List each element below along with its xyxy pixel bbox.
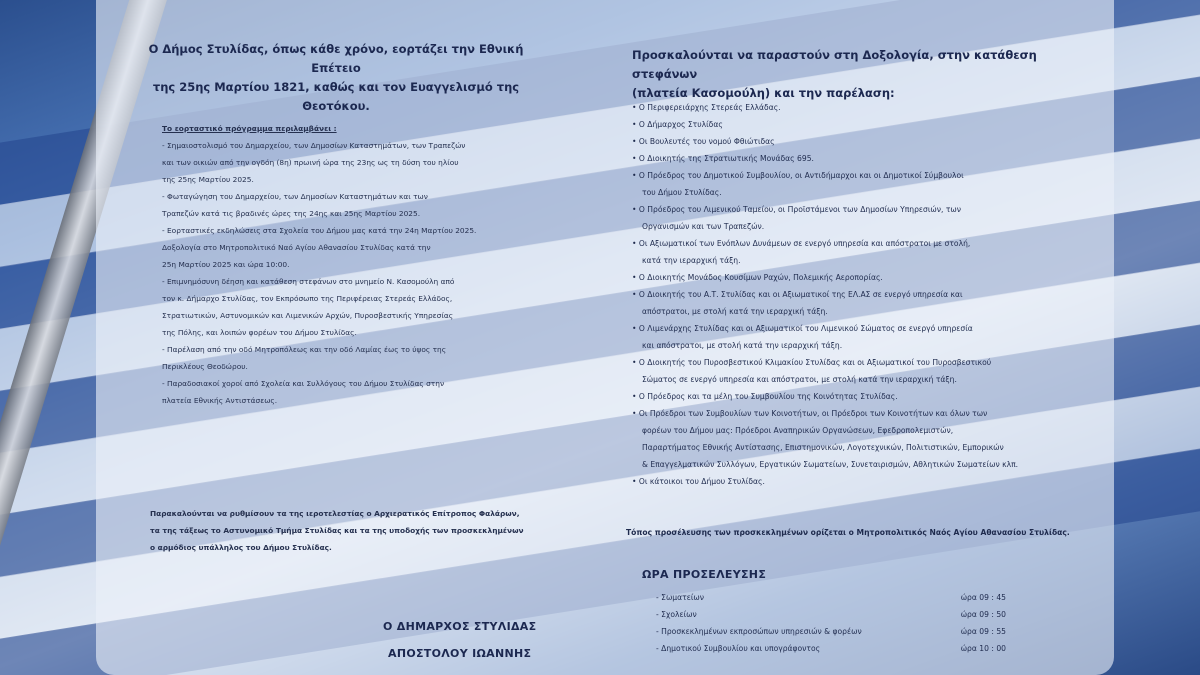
- program-line: Στρατιωτικών, Αστυνομικών και Λιμενικών Αρχών, Πυροσβεστικής Υπηρεσίας: [162, 311, 454, 320]
- note-line: Παρακαλούνται να ρυθμίσουν τα της ιεροτελεστίας ο Αρχιερατικός Επίτροπος Φαλάρων,: [150, 509, 520, 518]
- venue-note: Τόπος προσέλευσης των προσκεκλημένων ορίζεται ο Μητροπολιτικός Ναός Αγίου Αθανασίου Στυλίδας.: [626, 528, 1070, 537]
- invitee-line: κατά την ιεραρχική τάξη.: [642, 256, 741, 265]
- invitee-line: & Επαγγελματικών Συλλόγων, Εργατικών Σωματείων, Συνεταιρισμών, Αθλητικών Σωματείων κλπ.: [642, 460, 1019, 469]
- invitee-line: • Οι κάτοικοι του Δήμου Στυλίδας.: [632, 477, 765, 486]
- arrival-title: ΩΡΑ ΠΡΟΣΕΛΕΥΣΗΣ: [642, 568, 767, 581]
- invitee-line: • Ο Λιμενάρχης Στυλίδας και οι Αξιωματικοί του Λιμενικού Σώματος σε ενεργό υπηρεσία: [632, 324, 973, 333]
- invitee-line: • Ο Διοικητής του Πυροσβεστικού Κλιμακίου Στυλίδας και οι Αξιωματικοί του Πυροσβεστικού: [632, 358, 992, 367]
- arrival-table: [656, 589, 1006, 657]
- program-line: - Εορταστικές εκδηλώσεις στα Σχολεία του Δήμου μας κατά την 24η Μαρτίου 2025.: [162, 226, 477, 235]
- program-line: Δοξολογία στο Μητροπολιτικό Ναό Αγίου Αθανασίου Στυλίδας κατά την: [162, 243, 431, 252]
- right-intro-line: Προσκαλούνται να παραστούν στη Δοξολογία, στην κατάθεση στεφάνων: [632, 48, 1037, 81]
- program-section: [162, 120, 542, 409]
- program-line: - Σημαιοστολισμό του Δημαρχείου, των Δημοσίων Καταστημάτων, των Τραπεζών: [162, 141, 466, 150]
- arrival-row: [656, 589, 1006, 606]
- invitee-line: και απόστρατοι, με στολή κατά την ιεραρχική τάξη.: [642, 341, 843, 350]
- arrival-time: ώρα 09 : 45: [960, 593, 1006, 602]
- invitee-line: • Ο Δήμαρχος Στυλίδας: [632, 120, 723, 129]
- announcement-panel: [96, 0, 1114, 675]
- invitee-line: • Οι Βουλευτές του νομού Φθιώτιδας: [632, 137, 775, 146]
- arrival-time: ώρα 10 : 00: [960, 644, 1006, 653]
- arrival-row: [656, 623, 1006, 640]
- program-line: της Πόλης, και λοιπών φορέων του Δήμου Στυλίδας.: [162, 328, 357, 337]
- invitees-list: [632, 99, 1072, 490]
- right-intro: [632, 46, 1052, 103]
- invitee-line: • Ο Περιφερειάρχης Στερεάς Ελλάδας.: [632, 103, 781, 112]
- arrival-label: - Δημοτικού Συμβουλίου και υπογράφοντος: [656, 644, 821, 653]
- program-line: Τραπεζών κατά τις βραδινές ώρες της 24ης και 25ης Μαρτίου 2025.: [162, 209, 421, 218]
- mayor-title: Ο ΔΗΜΑΡΧΟΣ ΣΤΥΛΙΔΑΣ: [383, 620, 537, 633]
- arrival-row: [656, 640, 1006, 657]
- program-line: και των οικιών από την ογδόη (8η) πρωινή ώρα της 23ης ως τη δύση του ηλίου: [162, 158, 459, 167]
- program-line: - Παρέλαση από την οδό Μητροπόλεως και την οδό Λαμίας έως το ύψος της: [162, 345, 447, 354]
- program-line: - Φωταγώγηση του Δημαρχείου, των Δημοσίων Καταστημάτων και των: [162, 192, 428, 201]
- invitee-line: Οργανισμών και των Τραπεζών.: [642, 222, 765, 231]
- invitee-line: φορέων του Δήμου μας: Πρόεδροι Αναπηρικών Οργανώσεων, Εφεδροπολεμιστών,: [642, 426, 954, 435]
- invitee-line: Παραρτήματος Εθνικής Αντίστασης, Επιστημονικών, Λογοτεχνικών, Πολιτιστικών, Εμπορικών: [642, 443, 1004, 452]
- left-intro-line: Ο Δήμος Στυλίδας, όπως κάθε χρόνο, εορτάζει την Εθνική Επέτειο: [148, 42, 524, 75]
- invitee-line: • Ο Διοικητής του Α.Τ. Στυλίδας και οι Αξιωματικοί της ΕΛ.ΑΣ σε ενεργό υπηρεσία και: [632, 290, 963, 299]
- program-line: πλατεία Εθνικής Αντιστάσεως.: [162, 396, 278, 405]
- invitee-line: Σώματος σε ενεργό υπηρεσία και απόστρατοι, με στολή κατά την ιεραρχική τάξη.: [642, 375, 957, 384]
- invitee-line: του Δήμου Στυλίδας.: [642, 188, 722, 197]
- right-intro-line: (πλατεία Κασομούλη) και την παρέλαση:: [632, 86, 895, 100]
- invitee-line: • Οι Αξιωματικοί των Ενόπλων Δυνάμεων σε ενεργό υπηρεσία και απόστρατοι με στολή,: [632, 239, 971, 248]
- mayor-name: ΑΠΟΣΤΟΛΟΥ ΙΩΑΝΝΗΣ: [388, 647, 532, 660]
- note-line: τα της τάξεως το Αστυνομικό Τμήμα Στυλίδας και τα της υποδοχής των προσκεκλημένων: [150, 526, 524, 535]
- arrival-time: ώρα 09 : 50: [960, 610, 1006, 619]
- program-line: - Παραδοσιακοί χοροί από Σχολεία και Συλλόγους του Δήμου Στυλίδας στην: [162, 379, 445, 388]
- note-line: ο αρμόδιος υπάλληλος του Δήμου Στυλίδας.: [150, 543, 332, 552]
- left-intro: [136, 40, 536, 116]
- arrival-label: - Προσκεκλημένων εκπροσώπων υπηρεσιών & φορέων: [656, 627, 862, 636]
- arrival-label: - Σωματείων: [656, 593, 704, 602]
- arrival-label: - Σχολείων: [656, 610, 697, 619]
- program-line: Περικλέους Θεοδώρου.: [162, 362, 248, 371]
- arrival-time: ώρα 09 : 55: [960, 627, 1006, 636]
- invitee-line: • Ο Πρόεδρος του Λιμενικού Ταμείου, οι Προϊστάμενοι των Δημοσίων Υπηρεσιών, των: [632, 205, 962, 214]
- left-intro-line: της 25ης Μαρτίου 1821, καθώς και τον Ευαγγελισμό της Θεοτόκου.: [152, 80, 520, 113]
- organizer-note: [150, 505, 570, 556]
- invitee-line: • Ο Διοικητής Μονάδος Κουσίμων Ραχών, Πολεμικής Αεροπορίας.: [632, 273, 883, 282]
- arrival-row: [656, 606, 1006, 623]
- invitee-line: • Ο Πρόεδρος του Δημοτικού Συμβουλίου, οι Αντιδήμαρχοι και οι Δημοτικοί Σύμβουλοι: [632, 171, 964, 180]
- invitee-line: • Ο Διοικητής της Στρατιωτικής Μονάδας 695.: [632, 154, 814, 163]
- program-line: 25η Μαρτίου 2025 και ώρα 10:00.: [162, 260, 290, 269]
- program-line: τον κ. Δήμαρχο Στυλίδας, τον Εκπρόσωπο της Περιφέρειας Στερεάς Ελλάδος,: [162, 294, 453, 303]
- invitee-line: απόστρατοι, με στολή κατά την ιεραρχική τάξη.: [642, 307, 828, 316]
- invitee-line: • Οι Πρόεδροι των Συμβουλίων των Κοινοτήτων, οι Πρόεδροι των Κοινοτήτων και όλων των: [632, 409, 988, 418]
- invitee-line: • Ο Πρόεδρος και τα μέλη του Συμβουλίου της Κοινότητας Στυλίδας.: [632, 392, 898, 401]
- program-header: Το εορταστικό πρόγραμμα περιλαμβάνει :: [162, 124, 337, 133]
- program-line: της 25ης Μαρτίου 2025.: [162, 175, 254, 184]
- program-line: - Επιμνημόσυνη δέηση και κατάθεση στεφάνων στο μνημείο Ν. Κασομούλη από: [162, 277, 455, 286]
